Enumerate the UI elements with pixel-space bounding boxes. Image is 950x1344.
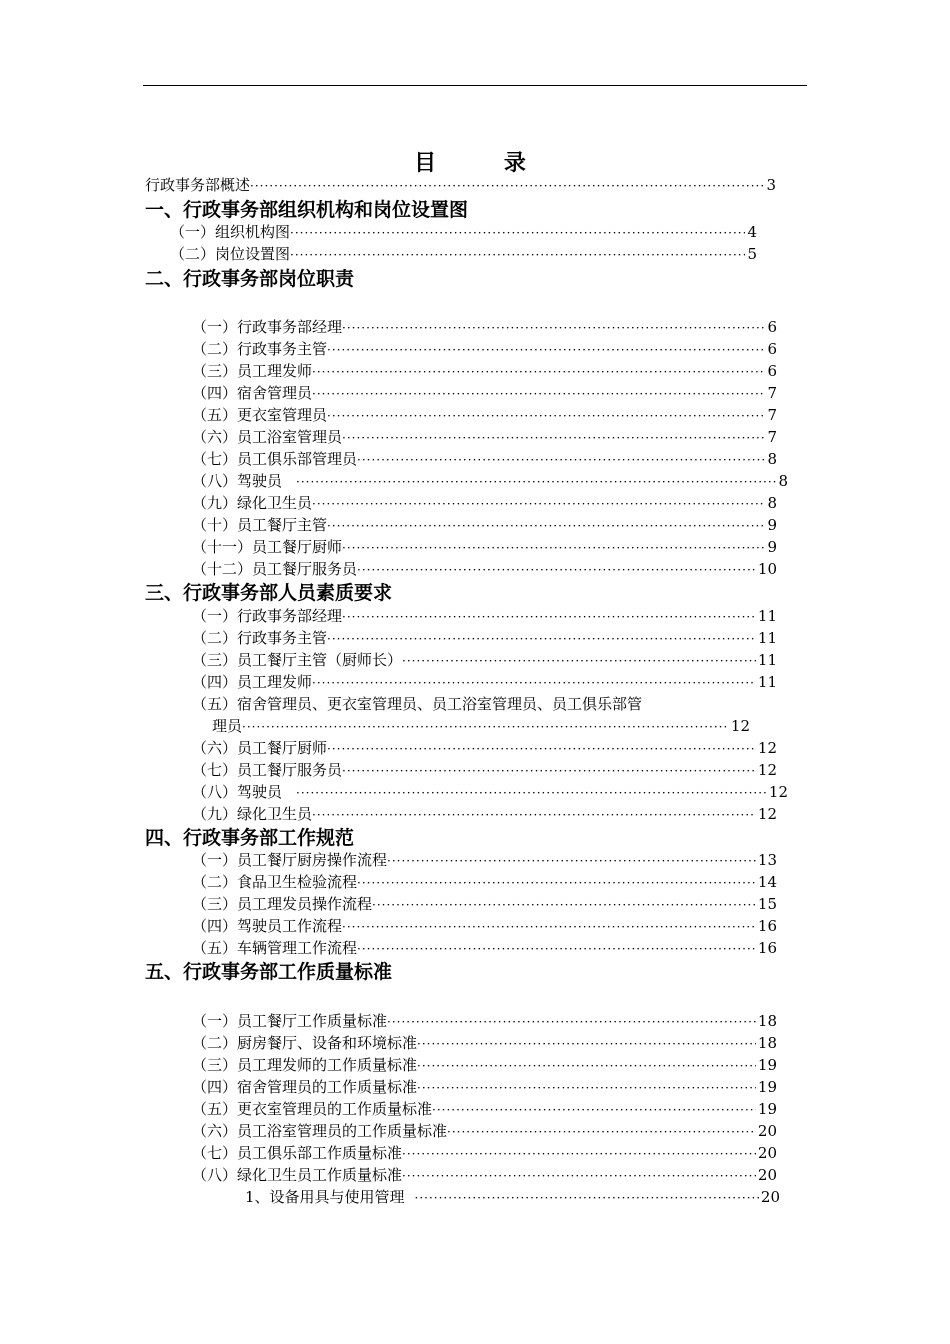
leader-dots xyxy=(447,1122,756,1142)
entry-text: （三）员工理发员操作流程 xyxy=(192,895,373,913)
toc-entry[interactable] xyxy=(192,894,777,915)
entry-page: 7 xyxy=(767,428,777,446)
entry-page: 5 xyxy=(747,245,757,263)
leader-dots xyxy=(312,673,756,693)
entry-page: 12 xyxy=(757,761,777,779)
entry-text: （十）员工餐厅主管 xyxy=(192,516,328,534)
leader-dots xyxy=(327,739,756,759)
entry-page: 7 xyxy=(767,406,777,424)
entry-page: 11 xyxy=(757,651,777,669)
entry-page: 13 xyxy=(757,851,777,869)
entry-text: （九）绿化卫生员 xyxy=(192,494,313,512)
toc-entry[interactable] xyxy=(192,850,777,871)
toc-entry[interactable] xyxy=(170,244,757,265)
toc-entry[interactable] xyxy=(192,1099,777,1120)
entry-page: 12 xyxy=(768,783,788,801)
toc-entry[interactable] xyxy=(192,339,777,360)
leader-dots xyxy=(342,761,756,781)
entry-page: 16 xyxy=(757,917,777,935)
entry-text: （七）员工俱乐部管理员 xyxy=(192,450,358,468)
leader-dots xyxy=(312,805,756,825)
leader-dots xyxy=(342,428,765,448)
toc-entry[interactable] xyxy=(192,1121,777,1142)
toc-entry-wrapped-line1[interactable]: （五）宿舍管理员、更衣室管理员、员工浴室管理员、员工俱乐部管 xyxy=(192,695,643,713)
leader-dots xyxy=(402,1144,756,1164)
toc-entry[interactable] xyxy=(192,361,777,382)
leader-dots xyxy=(402,651,756,671)
leader-dots xyxy=(417,1078,756,1098)
entry-page: 7 xyxy=(767,384,777,402)
entry-text: （三）员工理发师的工作质量标准 xyxy=(192,1056,418,1074)
leader-dots xyxy=(417,1034,756,1054)
entry-text: （四）员工理发师 xyxy=(192,673,313,691)
toc-entry[interactable] xyxy=(192,471,788,492)
entry-page: 6 xyxy=(767,318,777,336)
entry-page: 19 xyxy=(757,1100,777,1118)
leader-dots xyxy=(342,917,756,937)
entry-text: （七）员工俱乐部工作质量标准 xyxy=(192,1144,403,1162)
leader-dots xyxy=(387,851,756,871)
entry-page: 9 xyxy=(767,538,777,556)
entry-page: 8 xyxy=(767,494,777,512)
entry-text: （八）驾驶员 xyxy=(192,472,283,490)
entry-text: （六）员工浴室管理员 xyxy=(192,428,343,446)
toc-entry[interactable] xyxy=(192,804,777,825)
entry-text: （十一）员工餐厅厨师 xyxy=(192,538,343,556)
entry-page: 15 xyxy=(757,895,777,913)
toc-entry[interactable] xyxy=(192,1077,777,1098)
entry-page: 14 xyxy=(757,873,777,891)
entry-page: 11 xyxy=(757,607,777,625)
entry-page: 8 xyxy=(767,450,777,468)
leader-dots xyxy=(387,1012,756,1032)
leader-dots xyxy=(327,340,765,360)
toc-entry[interactable] xyxy=(192,383,777,404)
entry-page: 10 xyxy=(757,560,777,578)
entry-text: 1、设备用具与使用管理 xyxy=(245,1188,405,1206)
leader-dots xyxy=(372,895,756,915)
entry-page: 20 xyxy=(757,1144,777,1162)
leader-dots xyxy=(290,245,745,265)
entry-page: 19 xyxy=(757,1056,777,1074)
toc-entry[interactable] xyxy=(192,738,777,759)
entry-text: （九）绿化卫生员 xyxy=(192,805,313,823)
entry-text: （一）行政事务部经理 xyxy=(192,607,343,625)
toc-title: 目 录 xyxy=(414,151,556,176)
leader-dots xyxy=(357,560,756,580)
entry-text: （五）更衣室管理员的工作质量标准 xyxy=(192,1100,433,1118)
entry-page: 18 xyxy=(757,1034,777,1052)
leader-dots xyxy=(296,783,767,803)
entry-text: 理员 xyxy=(212,717,243,735)
toc-entry[interactable] xyxy=(192,449,777,470)
entry-page: 12 xyxy=(757,805,777,823)
section-heading-3[interactable]: 三、行政事务部人员素质要求 xyxy=(145,582,393,604)
toc-entry[interactable] xyxy=(192,606,777,627)
leader-dots xyxy=(327,516,765,536)
entry-text: （二）行政事务主管 xyxy=(192,629,328,647)
entry-text: （一）组织机构图 xyxy=(170,223,291,241)
toc-entry[interactable] xyxy=(192,1055,777,1076)
entry-text: 行政事务部概述 xyxy=(145,176,251,194)
entry-page: 20 xyxy=(757,1122,777,1140)
entry-text: （四）宿舍管理员 xyxy=(192,384,313,402)
entry-text: （八）绿化卫生员工作质量标准 xyxy=(192,1166,403,1184)
leader-dots xyxy=(290,223,745,243)
toc-entry[interactable] xyxy=(192,405,777,426)
entry-text: （三）员工理发师 xyxy=(192,362,313,380)
toc-entry[interactable] xyxy=(192,872,777,893)
leader-dots xyxy=(357,873,756,893)
entry-text: （七）员工餐厅服务员 xyxy=(192,761,343,779)
leader-dots xyxy=(312,494,765,514)
entry-page: 3 xyxy=(766,176,776,194)
leader-dots xyxy=(402,1166,756,1186)
toc-entry[interactable] xyxy=(192,1165,777,1186)
entry-text: （十二）员工餐厅服务员 xyxy=(192,560,358,578)
entry-page: 6 xyxy=(767,340,777,358)
leader-dots xyxy=(327,406,765,426)
entry-page: 11 xyxy=(757,673,777,691)
entry-text: （一）员工餐厅厨房操作流程 xyxy=(192,851,388,869)
toc-entry[interactable] xyxy=(192,628,777,649)
leader-dots xyxy=(342,607,756,627)
entry-text: （四）驾驶员工作流程 xyxy=(192,917,343,935)
entry-text: （一）行政事务部经理 xyxy=(192,318,343,336)
leader-dots xyxy=(342,538,765,558)
entry-page: 12 xyxy=(730,717,750,735)
toc-entry[interactable] xyxy=(192,1033,777,1054)
toc-entry-overview[interactable] xyxy=(145,175,776,196)
leader-dots xyxy=(342,318,765,338)
entry-page: 12 xyxy=(757,739,777,757)
leader-dots xyxy=(415,1188,759,1208)
leader-dots xyxy=(250,176,764,196)
section-heading-1[interactable]: 一、行政事务部组织机构和岗位设置图 xyxy=(145,199,469,221)
toc-entry[interactable] xyxy=(170,222,757,243)
toc-entry[interactable] xyxy=(192,1143,777,1164)
leader-dots xyxy=(417,1056,756,1076)
entry-page: 16 xyxy=(757,939,777,957)
toc-entry[interactable] xyxy=(192,916,777,937)
entry-text: （一）员工餐厅工作质量标准 xyxy=(192,1012,388,1030)
entry-page: 20 xyxy=(757,1166,777,1184)
toc-entry-wrapped-line2[interactable] xyxy=(212,716,750,737)
leader-dots xyxy=(357,939,756,959)
entry-page: 20 xyxy=(760,1188,780,1206)
toc-entry[interactable] xyxy=(192,1011,777,1032)
toc-entry[interactable] xyxy=(192,515,777,536)
toc-entry[interactable] xyxy=(192,537,777,558)
leader-dots xyxy=(432,1100,756,1120)
leader-dots xyxy=(312,384,765,404)
section-heading-4[interactable]: 四、行政事务部工作规范 xyxy=(145,827,355,849)
leader-dots xyxy=(242,717,729,737)
entry-page: 19 xyxy=(757,1078,777,1096)
entry-page: 4 xyxy=(747,223,757,241)
toc-entry[interactable] xyxy=(192,317,777,338)
entry-text: （二）厨房餐厅、设备和环境标准 xyxy=(192,1034,418,1052)
entry-page: 18 xyxy=(757,1012,777,1030)
leader-dots xyxy=(357,450,765,470)
leader-dots xyxy=(296,472,776,492)
leader-dots xyxy=(312,362,765,382)
section-heading-2[interactable]: 二、行政事务部岗位职责 xyxy=(145,268,355,290)
toc-entry[interactable] xyxy=(192,938,777,959)
entry-text: （八）驾驶员 xyxy=(192,783,283,801)
header-rule xyxy=(143,85,807,86)
entry-page: 6 xyxy=(767,362,777,380)
entry-text: （六）员工浴室管理员的工作质量标准 xyxy=(192,1122,448,1140)
entry-page: 9 xyxy=(767,516,777,534)
toc-entry[interactable] xyxy=(192,493,777,514)
toc-entry[interactable] xyxy=(192,672,777,693)
entry-text: （二）岗位设置图 xyxy=(170,245,291,263)
toc-entry[interactable] xyxy=(192,782,788,803)
entry-text: （二）食品卫生检验流程 xyxy=(192,873,358,891)
toc-subentry[interactable] xyxy=(245,1187,780,1208)
entry-text: （五）更衣室管理员 xyxy=(192,406,328,424)
section-heading-5[interactable]: 五、行政事务部工作质量标准 xyxy=(145,961,393,983)
toc-entry[interactable] xyxy=(192,760,777,781)
entry-text: （二）行政事务主管 xyxy=(192,340,328,358)
entry-text: （三）员工餐厅主管（厨师长） xyxy=(192,651,403,669)
entry-text: （六）员工餐厅厨师 xyxy=(192,739,328,757)
toc-entry[interactable] xyxy=(192,650,777,671)
toc-entry[interactable] xyxy=(192,427,777,448)
entry-text: （五）车辆管理工作流程 xyxy=(192,939,358,957)
entry-page: 8 xyxy=(778,472,788,490)
leader-dots xyxy=(327,629,756,649)
entry-text: （四）宿舍管理员的工作质量标准 xyxy=(192,1078,418,1096)
toc-entry[interactable] xyxy=(192,559,777,580)
entry-page: 11 xyxy=(757,629,777,647)
